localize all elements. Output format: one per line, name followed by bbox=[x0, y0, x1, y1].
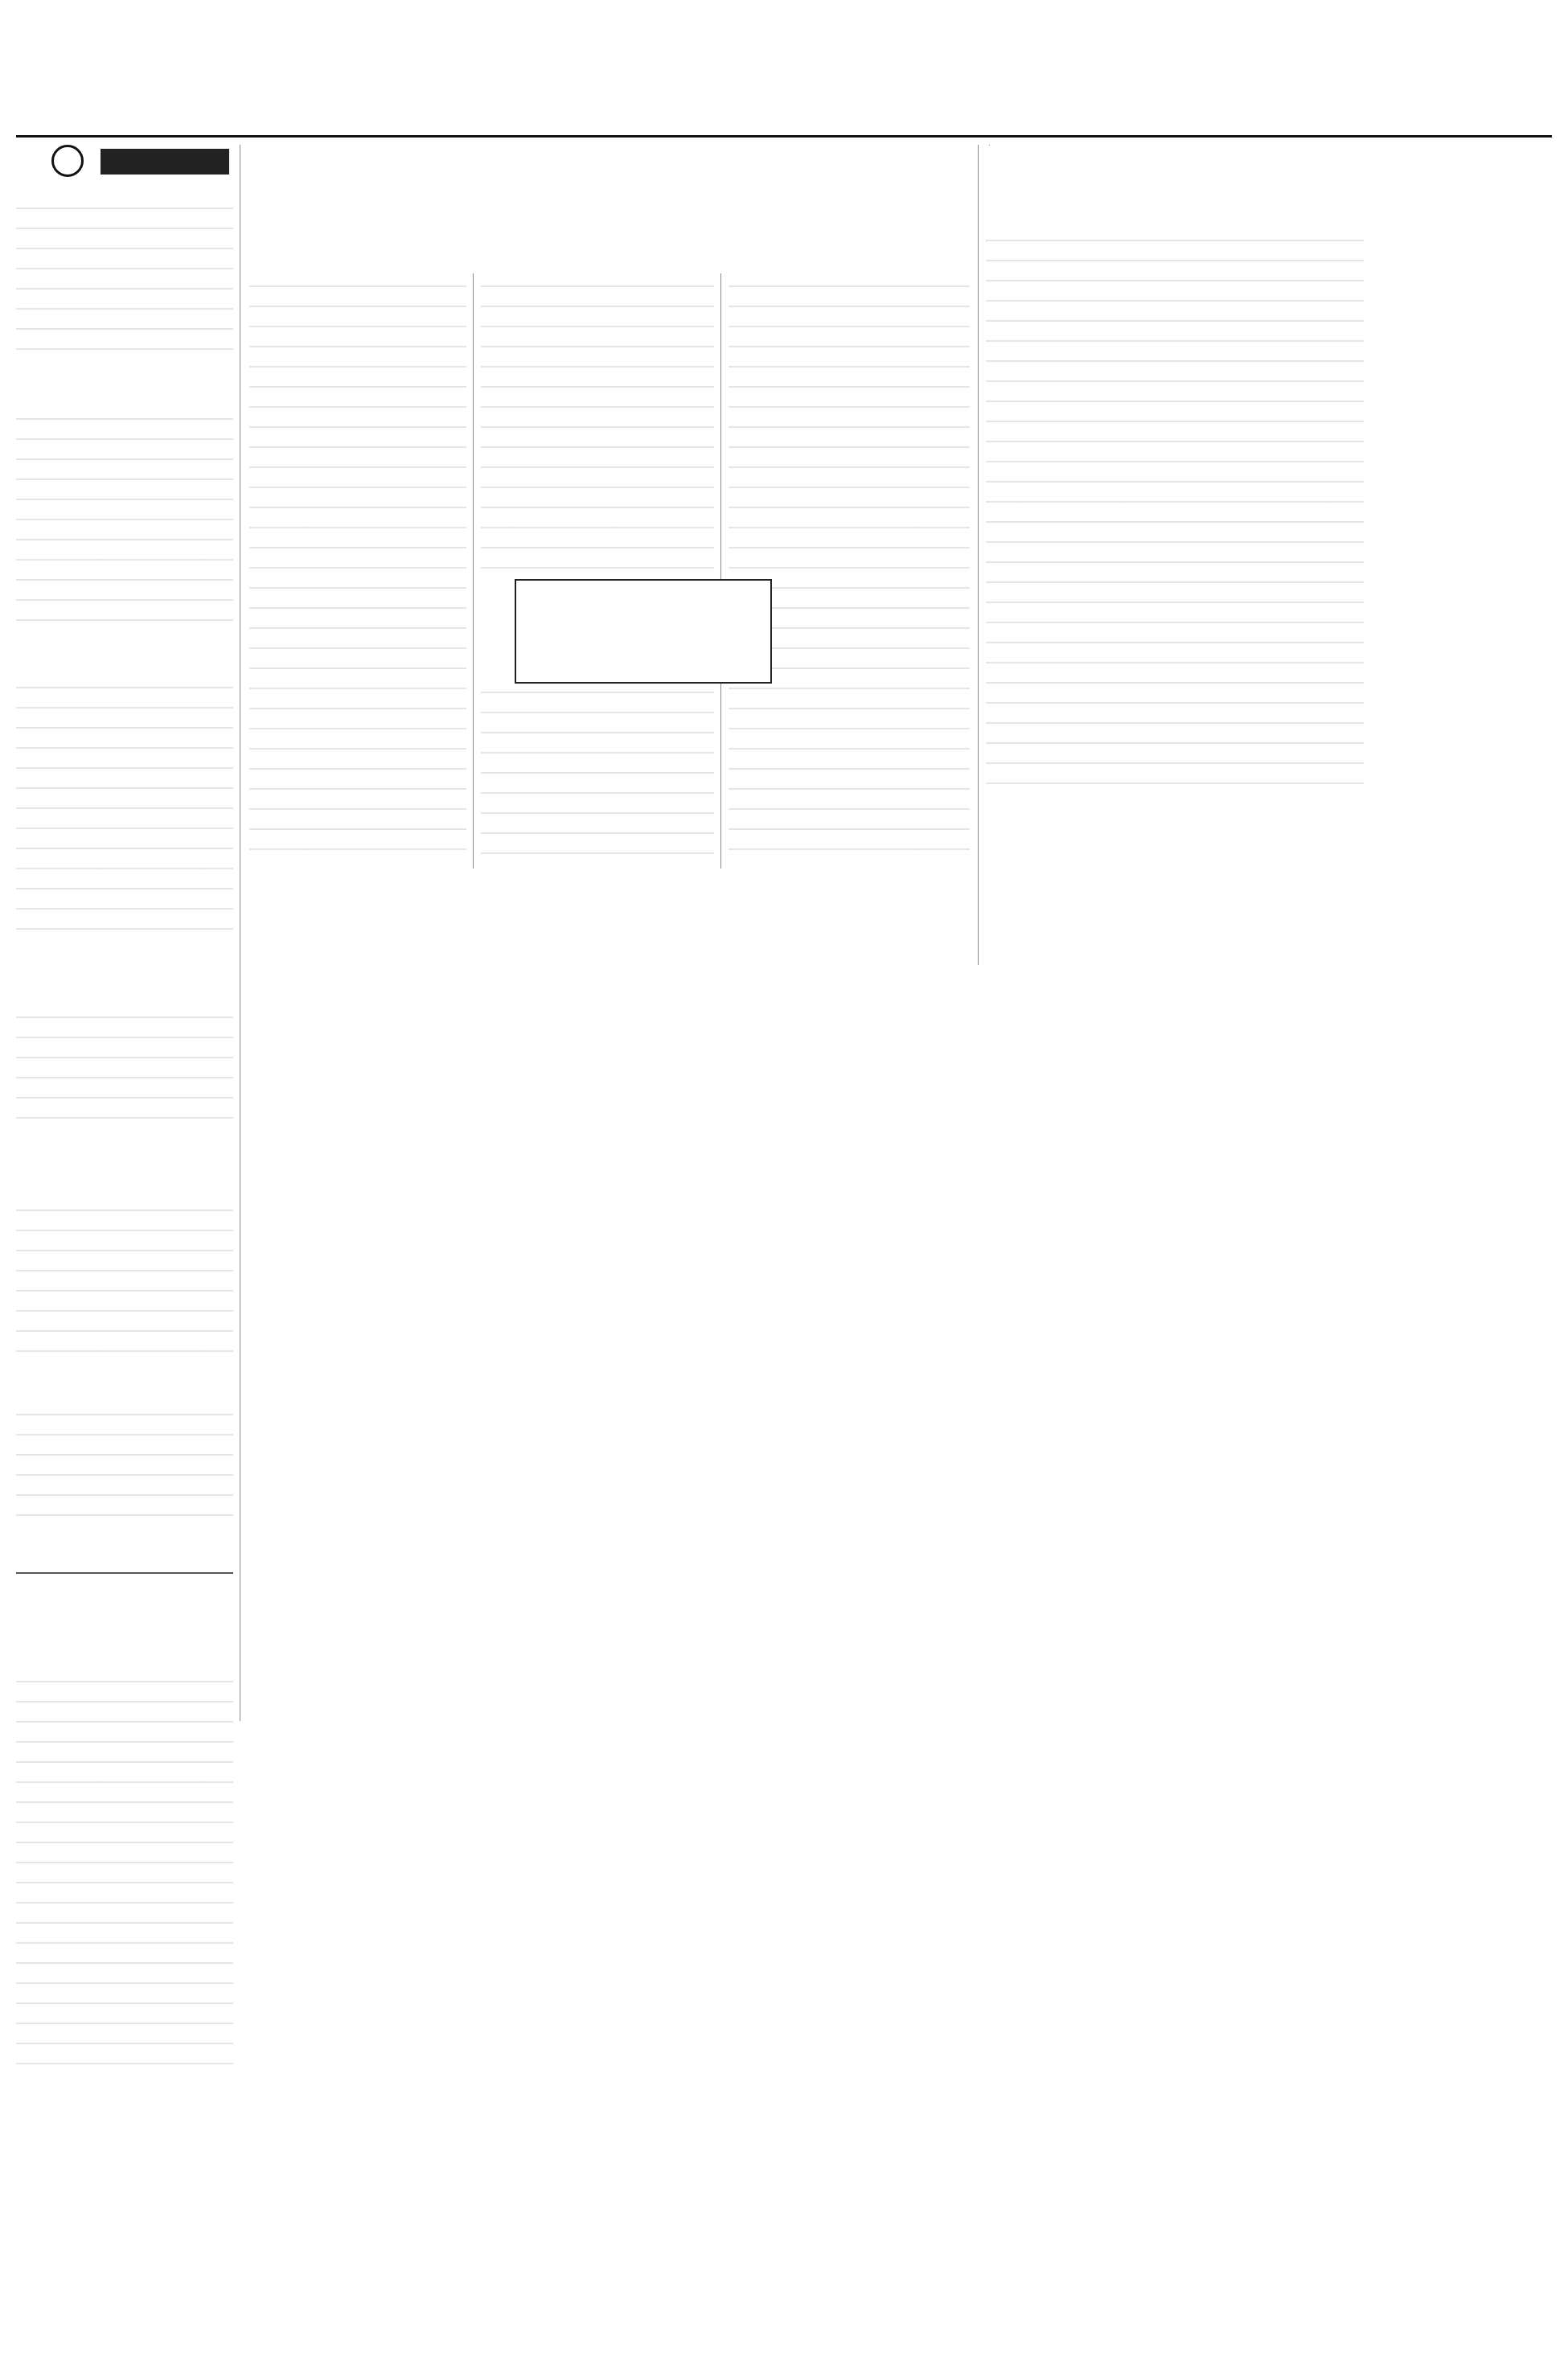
ek-polok-tag bbox=[101, 149, 229, 175]
brief-body bbox=[16, 687, 233, 944]
main-body-col1 bbox=[249, 285, 466, 865]
spacer bbox=[989, 145, 990, 146]
column-divider bbox=[473, 273, 474, 869]
awami-headline bbox=[986, 145, 1372, 217]
section-title bbox=[708, 56, 949, 105]
brief-body bbox=[16, 207, 233, 368]
column-divider bbox=[978, 145, 979, 965]
main-headline bbox=[249, 145, 973, 257]
main-body-col3 bbox=[729, 285, 970, 865]
awami-body bbox=[986, 240, 1364, 803]
ek-polok-column bbox=[16, 183, 233, 1567]
ek-polok-header bbox=[16, 145, 233, 177]
brief-body bbox=[16, 418, 233, 635]
masthead-rule bbox=[16, 135, 1552, 138]
raipura-headline bbox=[16, 1580, 233, 1653]
raipura-body bbox=[16, 1681, 233, 2083]
page-number bbox=[1476, 44, 1556, 133]
newspaper-logo bbox=[16, 58, 354, 122]
spiral-icon bbox=[51, 145, 84, 177]
brief-body bbox=[16, 1210, 233, 1362]
main-pull-quote bbox=[515, 579, 772, 684]
issue-date bbox=[700, 106, 1118, 130]
brief-body bbox=[16, 1414, 233, 1534]
brief-body bbox=[16, 1017, 233, 1137]
main-body-col2b bbox=[481, 692, 714, 865]
column-divider bbox=[720, 273, 721, 869]
divider bbox=[16, 1572, 233, 1574]
main-body-col2 bbox=[481, 285, 714, 575]
